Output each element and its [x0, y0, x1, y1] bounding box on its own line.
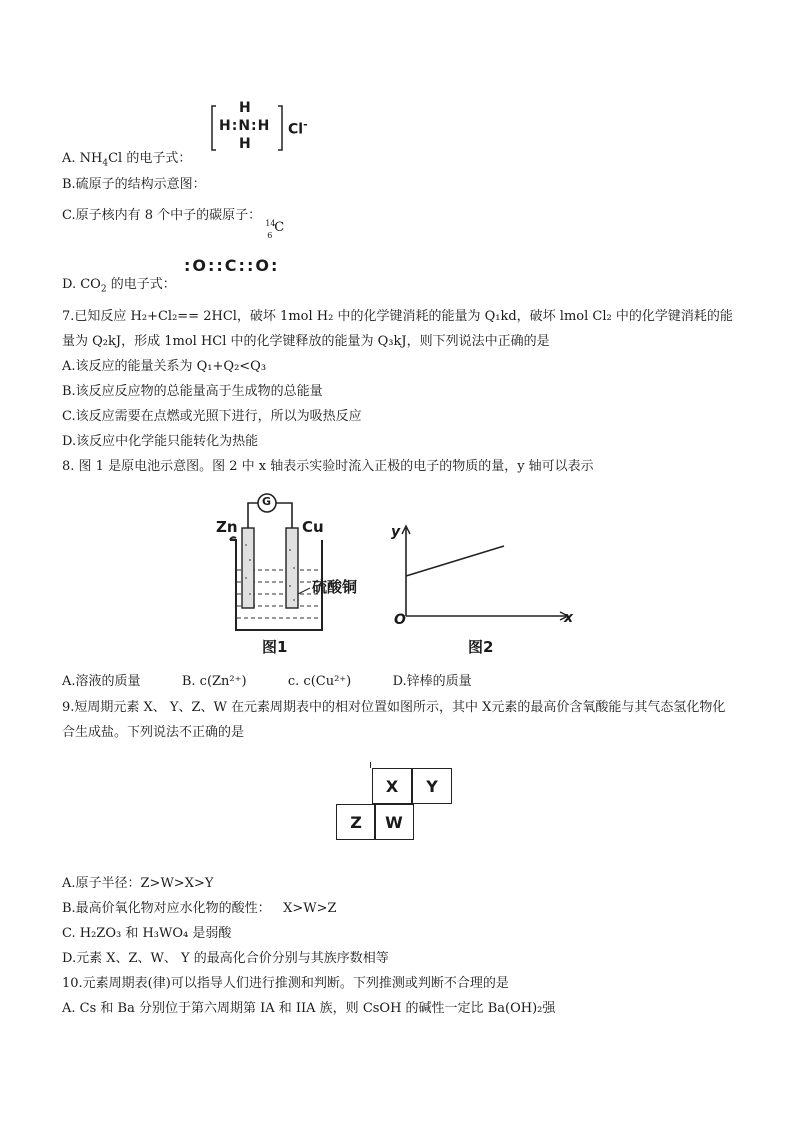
figure-2-caption: 图2	[468, 638, 494, 656]
q9-option-d: D.元素 X、Z、W、 Y 的最高化合价分别与其族序数相等	[62, 951, 389, 966]
co2-electron-formula: :O::C::O:	[184, 256, 280, 275]
cu-label: Cu	[302, 518, 324, 536]
galvanic-cell-drawing	[210, 490, 380, 660]
q7-option-d: D.该反应中化学能只能转化为热能	[62, 434, 259, 449]
figure-1-galvanic-cell	[210, 490, 380, 660]
cell-w: W	[374, 804, 414, 840]
q9-option-b: B.最高价氧化物对应水化物的酸性： X>W>Z	[62, 901, 337, 916]
zinc-electrode	[242, 528, 254, 608]
nh4-top-h: H	[239, 100, 251, 116]
periodic-table-fragment	[336, 762, 466, 852]
galvanometer-label: G	[262, 495, 272, 508]
q6-option-b: B.硫原子的结构示意图：	[62, 177, 206, 192]
y-axis-label: y	[391, 524, 401, 540]
figure-1-caption: 图1	[262, 638, 288, 656]
nh4-middle: H:N:H	[219, 118, 271, 134]
q6-option-d: D. $CO_2$ 的电子式：	[62, 277, 176, 295]
q6-option-a: A. $NH_4Cl$ 的电子式：	[62, 151, 192, 169]
nh4cl-electron-formula	[210, 100, 320, 158]
zn-label: Zn	[216, 518, 238, 536]
q10-stem: 10.元素周期表(律)可以指导人们进行推测和判断。下列推测或判断不合理的是	[62, 976, 509, 991]
origin-label: O	[394, 612, 406, 628]
q9-option-c: C. H₂ZO₃ 和 H₃WO₄ 是弱酸	[62, 926, 232, 941]
q9-stem: 9.短周期元素 X、 Y、Z、W 在元素周期表中的相对位置如图所示，其中 X元素的最高价含氧酸能与其气态氢化物化合生成盐。下列说法不正确的是	[62, 700, 726, 740]
q10-option-a: A. Cs 和 Ba 分别位于第六周期第 IA 和 IIA 族，则 CsOH 的碱性一定比 Ba(OH)₂强	[62, 1001, 556, 1016]
graph-line	[406, 546, 504, 576]
q9-option-a: A.原子半径：Z>W>X>Y	[62, 876, 214, 891]
figure-2-graph	[386, 520, 586, 660]
q7-stem: 7.已知反应 H₂+Cl₂== 2HCl，破坏 1mol H₂ 中的化学键消耗的能量为 Q₁kd，破坏 lmol Cl₂ 中的化学键消耗的能量为 Q₂kJ，形成 1mol HCl 中的化学键释放的能量为 Q₃kJ，则下列说法中正确的是	[62, 309, 733, 349]
cell-x: X	[372, 768, 412, 804]
copper-sulfate-label: 硫酸铜	[312, 578, 358, 596]
copper-electrode	[286, 528, 298, 608]
q8-options: A.溶液的质量 B. c(Zn²⁺) c. c(Cu²⁺) D.锌棒的质量	[62, 674, 472, 689]
cell-z: Z	[336, 804, 376, 840]
q7-option-a: A.该反应的能量关系为 Q₁+Q₂<Q₃	[62, 359, 267, 374]
q7-option-c: C.该反应需要在点燃或光照下进行，所以为吸热反应	[62, 409, 362, 424]
cell-y: Y	[412, 768, 452, 804]
nh4-bottom-h: H	[239, 136, 251, 152]
x-axis-label: x	[564, 610, 574, 626]
q8-stem: 8. 图 1 是原电池示意图。图 2 中 x 轴表示实验时流入正极的电子的物质的量，y 轴可以表示	[62, 459, 594, 474]
chloride-ion: Cl-	[288, 118, 308, 138]
q7-option-b: B.该反应反应物的总能量高于生成物的总能量	[62, 384, 323, 399]
q6-option-c: C.原子核内有 8 个中子的碳原子： 14 6 C	[62, 208, 285, 240]
